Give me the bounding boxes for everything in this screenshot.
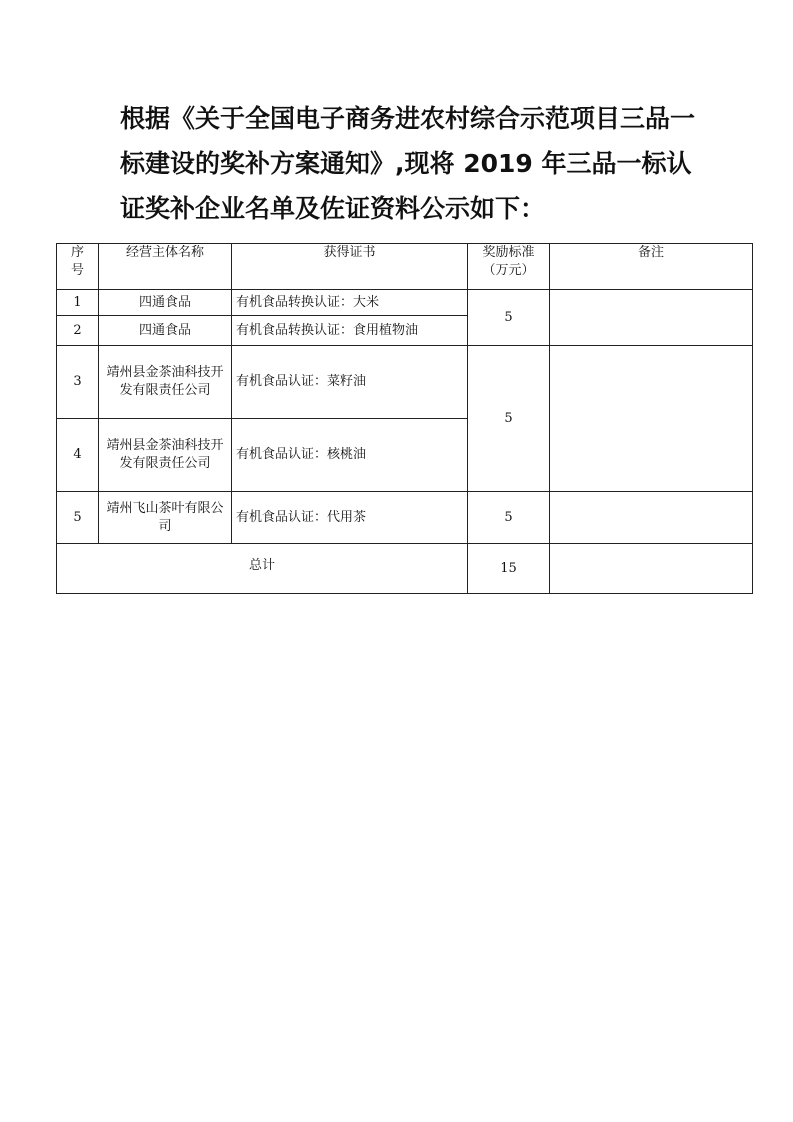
reward-header [468,244,550,290]
reward-header-line: 奖励标准 [482,245,535,260]
total-row [57,544,753,594]
cert-cell: 有机食品认证：核桃油 [232,419,468,492]
note-cell [550,290,753,346]
intro-line: 证奖补企业名单及佐证资料公示如下： [120,194,546,223]
cert-cell: 有机食品转换认证：大米 [232,290,468,316]
note-cell [550,544,753,594]
seq-header-line: 号 [70,263,84,278]
name-cell: 四通食品 [99,316,232,346]
note-cell [550,492,753,544]
intro-line: 标建设的奖补方案通知》,现将 2019 年三品一标认 [120,149,692,178]
cert-cell: 有机食品转换认证：食用植物油 [232,316,468,346]
seq-cell: 5 [57,492,99,544]
reward-header-line: （万元） [482,263,535,278]
seq-header [57,244,99,290]
seq-cell: 4 [57,419,99,492]
seq-cell: 2 [57,316,99,346]
reward-cell: 5 [468,346,550,492]
table-row [57,290,753,316]
notice-intro [120,96,696,231]
total-label: 总计 [57,544,468,594]
seq-header-line: 序 [70,245,84,260]
cert-cell: 有机食品认证：菜籽油 [232,346,468,419]
table-row [57,346,753,419]
reward-cell: 5 [468,290,550,346]
cert-cell: 有机食品认证：代用茶 [232,492,468,544]
name-cell: 四通食品 [99,290,232,316]
name-cell: 靖州飞山茶叶有限公司 [99,492,232,544]
note-cell [550,346,753,492]
total-value: 15 [468,544,550,594]
cert-header: 获得证书 [232,244,468,290]
reward-cell: 5 [468,492,550,544]
name-cell: 靖州县金茶油科技开发有限责任公司 [99,346,232,419]
table-row [57,492,753,544]
intro-line: 根据《关于全国电子商务进农村综合示范项目三品一 [120,104,696,133]
name-cell: 靖州县金茶油科技开发有限责任公司 [99,419,232,492]
award-table [56,243,753,594]
name-header: 经营主体名称 [99,244,232,290]
seq-cell: 3 [57,346,99,419]
note-header: 备注 [550,244,753,290]
table-header-row [57,244,753,290]
seq-cell: 1 [57,290,99,316]
